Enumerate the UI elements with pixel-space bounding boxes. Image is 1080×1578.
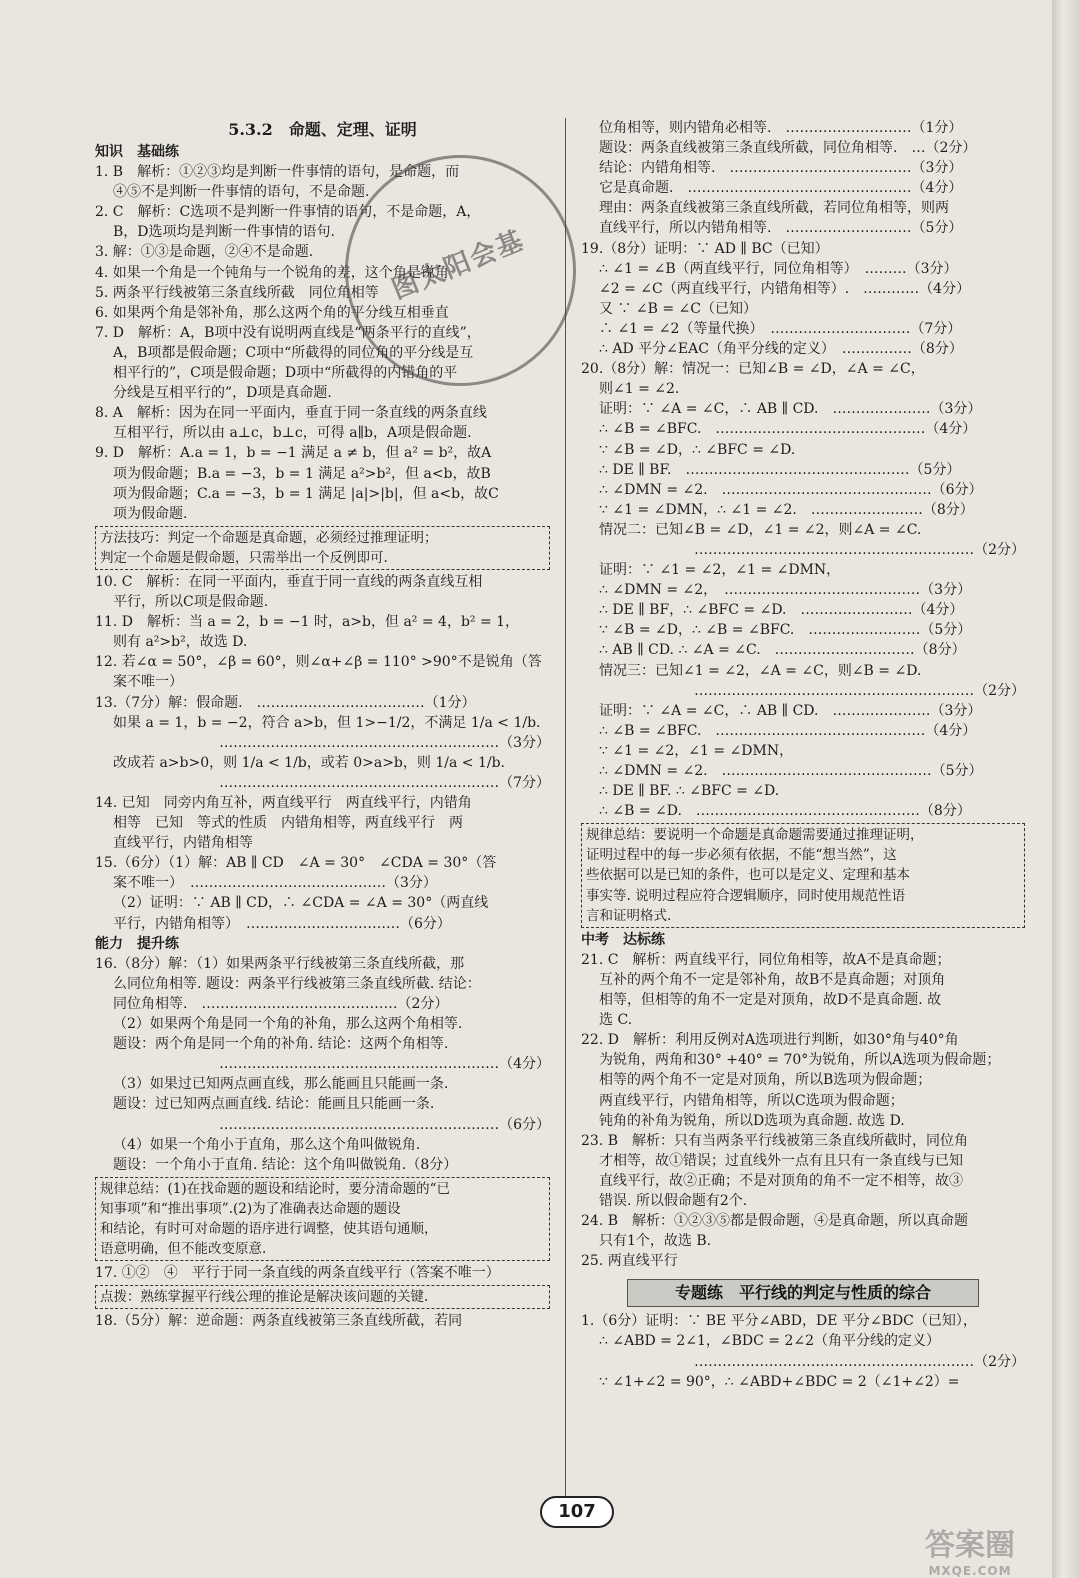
text-line: ……………………………………………………（2分） <box>694 541 1025 558</box>
text-line: 21. C 解析：两直线平行，同位角相等，故A不是真命题； <box>581 951 951 968</box>
text-line: 情况二：已知∠B = ∠D，∠1 = ∠2，则∠A = ∠C. <box>599 521 922 538</box>
text-line: 它是真命题. …………………………………………（4分） <box>599 180 963 197</box>
text-line: 1. B 解析：①②③均是判断一件事情的语句，是命题，而 <box>95 164 460 181</box>
page-edge <box>1052 0 1080 1578</box>
tip-line: 判定一个命题是假命题，只需举出一个反例即可. <box>100 549 388 566</box>
text-line: ∵ ∠B = ∠D，∴ ∠BFC = ∠D. <box>599 441 796 458</box>
text-line: 20.（8分）解：情况一：已知∠B = ∠D，∠A = ∠C， <box>581 361 925 378</box>
text-line: 题设：过已知两点画直线. 结论：能画且只能画一条. <box>113 1096 435 1113</box>
text-line: 9. D 解析：A.a = 1，b = −1 满足 a ≠ b，但 a² = b²，故A <box>95 445 492 462</box>
text-line: 么同位角相等. 题设：两条平行线被第三条直线所截. 结论： <box>113 975 481 992</box>
tip-line: 语意明确，但不能改变原意. <box>100 1241 267 1258</box>
text-line: 证明：∵ ∠A = ∠C，∴ AB ∥ CD. …………………（3分） <box>599 401 982 418</box>
text-line: （3）如果过已知两点画直线，那么能画且只能画一条. <box>113 1076 449 1093</box>
text-line: 钝角的补角为锐角，所以D选项为真命题. 故选 D. <box>599 1112 905 1129</box>
text-line: ∴ ∠DMN = ∠2. ………………………………………（5分） <box>599 763 983 779</box>
tip-line: 规律总结：要说明一个命题是真命题需要通过推理证明， <box>586 827 924 844</box>
text-line: 题设：两条直线被第三条直线所截，同位角相等. …（2分） <box>599 140 977 157</box>
text-line: 为锐角，两角和30° +40° = 70°为锐角，所以A选项为假命题； <box>599 1052 1001 1069</box>
text-line: ∴ DE ∥ BF. ∴ ∠BFC = ∠D. <box>599 783 780 800</box>
tip-line: 点拨：熟练掌握平行线公理的推论是解决该问题的关键. <box>100 1289 429 1306</box>
column-divider <box>565 118 566 1508</box>
text-line: ∴ ∠B = ∠BFC. ………………………………………（4分） <box>599 722 977 739</box>
text-line: ……………………………………………………（3分） <box>219 734 550 751</box>
text-line: 结论：内错角相等. …………………………………（3分） <box>599 160 963 177</box>
text-line: 4. 如果一个角是一个钝角与一个锐角的差，这个角是锐角 <box>95 264 449 281</box>
text-line: 5. 两条平行线被第三条直线所截 同位角相等 <box>95 284 379 301</box>
text-line: 项为假命题；B.a = −3，b = 1 满足 a²>b²，但 a<b，故B <box>113 465 491 482</box>
text-line: ④⑤不是判断一件事情的语句，不是命题. <box>113 184 370 201</box>
text-line: ……………………………………………………（2分） <box>694 1353 1025 1370</box>
text-line: 相平行的”，C项是假命题；D项中“所截得的内错角的平 <box>113 365 458 382</box>
text-line: 直线平行，内错角相等 <box>113 835 253 852</box>
tip-line: 些依据可以是已知的条件，也可以是定义、定理和基本 <box>586 867 910 884</box>
tip-line: 规律总结：(1)在找命题的题设和结论时，要分清命题的“已 <box>100 1180 451 1197</box>
text-line: ∴ ∠ABD = 2∠1，∠BDC = 2∠2（角平分线的定义） <box>599 1333 941 1350</box>
tip-line: 知事项”和“推出事项”.(2)为了准确表达命题的题设 <box>100 1200 401 1217</box>
text-line: （2）如果两个角是同一个角的补角，那么这两个角相等. <box>113 1016 463 1033</box>
text-line: 相等的两个角不一定是对顶角，所以B选项为假命题； <box>599 1072 932 1089</box>
text-line: 案不唯一） <box>113 674 183 691</box>
text-line: 16.（8分）解：（1）如果两条平行线被第三条直线所截，那 <box>95 955 465 972</box>
text-line: 情况三：已知∠1 = ∠2，∠A = ∠C，则∠B = ∠D. <box>599 662 922 679</box>
tip-box <box>95 1285 550 1309</box>
text-line: 只有1个，故选 B. <box>599 1233 712 1250</box>
section-title: 5.3.2 命题、定理、证明 <box>228 120 417 139</box>
text-line: 19.（8分）证明：∵ AD ∥ BC（已知） <box>581 240 829 257</box>
text-line: 相等，但相等的角不一定是对顶角，故D不是真命题. 故 <box>599 992 942 1009</box>
text-line: 15.（6分）（1）解：AB ∥ CD ∠A = 30° ∠CDA = 30°（答 <box>95 855 497 872</box>
text-line: ∴ DE ∥ BF，∴ ∠BFC = ∠D. ……………………（4分） <box>599 602 964 619</box>
text-line: 选 C. <box>599 1012 633 1029</box>
text-line: 23. B 解析：只有当两条平行线被第三条直线所截时，同位角 <box>581 1132 969 1149</box>
text-line: ∴ ∠B = ∠D. …………………………………………（8分） <box>599 803 971 820</box>
text-line: 同位角相等. ……………………………………（2分） <box>113 995 449 1012</box>
text-line: 10. C 解析：在同一平面内，垂直于同一直线的两条直线互相 <box>95 573 483 590</box>
text-line: 24. B 解析：①②③⑤都是假命题，④是真命题，所以真命题 <box>581 1213 969 1230</box>
text-line: ∵ ∠1 = ∠DMN，∴ ∠1 = ∠2. ……………………（8分） <box>599 501 974 518</box>
text-line: 位角相等，则内错角必相等. ………………………（1分） <box>599 120 963 136</box>
text-line: ∴ ∠1 = ∠2（等量代换） …………………………（7分） <box>599 320 962 337</box>
text-line: 分线是互相平行的”，D项是真命题. <box>113 385 332 402</box>
watermark-logo <box>880 1520 1060 1578</box>
text-line: ……………………………………………………（2分） <box>694 682 1025 699</box>
text-line: ∴ ∠DMN = ∠2. ………………………………………（6分） <box>599 481 983 498</box>
text-line: ∴ ∠B = ∠BFC. ………………………………………（4分） <box>599 421 977 438</box>
text-line: ∴ AD 平分∠EAC（角平分线的定义） ……………（8分） <box>599 341 963 358</box>
text-line: ∵ ∠B = ∠D，∴ ∠B = ∠BFC. ……………………（5分） <box>599 622 972 639</box>
text-line: 2. C 解析：C选项不是判断一件事情的语句，不是命题，A， <box>95 204 481 221</box>
section-heading: 中考 达标练 <box>581 931 665 948</box>
text-line: 证明：∵ ∠1 = ∠2，∠1 = ∠DMN， <box>599 562 841 579</box>
text-line: 则有 a²>b²，故选 D. <box>113 634 248 651</box>
text-line: 相等 已知 等式的性质 内错角相等，两直线平行 两 <box>113 815 463 832</box>
tip-line: 和结论，有时可对命题的语序进行调整，使其语句通顺， <box>100 1220 438 1237</box>
text-line: 案不唯一） ……………………………………（3分） <box>113 875 437 892</box>
text-line: B，D选项均是判断一件事情的语句. <box>113 224 335 241</box>
text-line: 又 ∵ ∠B = ∠C（已知） <box>599 300 757 317</box>
section-heading: 能力 提升练 <box>95 935 179 952</box>
text-line: ……………………………………………………（4分） <box>219 1056 550 1073</box>
text-line: ……………………………………………………（7分） <box>219 774 550 791</box>
text-line: 直线平行，故②正确；不是对顶角的角不一定不相等，故③ <box>599 1172 963 1189</box>
watermark-sub: MXQE.COM <box>928 1564 1012 1578</box>
text-line: ∵ ∠1+∠2 = 90°，∴ ∠ABD+∠BDC = 2（∠1+∠2）= <box>599 1373 960 1390</box>
text-line: A，B项都是假命题；C项中“所截得的同位角的平分线是互 <box>113 344 474 361</box>
tip-box <box>95 526 550 570</box>
text-line: 错误. 所以假命题有2个. <box>599 1192 748 1209</box>
text-line: ∴ AB ∥ CD. ∴ ∠A = ∠C. …………………………（8分） <box>599 642 966 659</box>
tip-line: 事实等. 说明过程应符合逻辑顺序，同时使用规范性语 <box>586 887 906 904</box>
text-line: 平行，所以C项是假命题. <box>113 594 269 611</box>
text-line: 7. D 解析：A，B项中没有说明两直线是“两条平行的直线”， <box>95 324 481 341</box>
text-line: 才相等，故①错误；过直线外一点有且只有一条直线与已知 <box>599 1152 963 1169</box>
text-line: 平行，内错角相等） ……………………………（6分） <box>113 915 451 932</box>
text-line: 互相平行，所以由 a⊥c，b⊥c，可得 a∥b，A项是假命题. <box>113 425 472 442</box>
text-line: （2）证明：∵ AB ∥ CD，∴ ∠CDA = ∠A = 30°（两直线 <box>113 895 489 912</box>
page-number: 107 <box>540 1496 614 1528</box>
watermark-main: 答案圈 <box>925 1528 1015 1563</box>
text-line: ∵ ∠1 = ∠2，∠1 = ∠DMN， <box>599 742 794 759</box>
text-line: ∴ ∠DMN = ∠2， ……………………………………（3分） <box>599 582 972 599</box>
tip-line: 言和证明格式. <box>586 907 672 924</box>
text-line: 13.（7分）解：假命题. ………………………………（1分） <box>95 694 476 711</box>
text-line: ∴ ∠1 = ∠B（两直线平行，同位角相等） ………（3分） <box>599 260 958 277</box>
text-line: 6. 如果两个角是邻补角，那么这两个角的平分线互相垂直 <box>95 304 449 321</box>
text-line: 12. 若∠α = 50°，∠β = 60°，则∠α+∠β = 110° >90°不是锐角（答 <box>95 654 542 671</box>
tip-box <box>581 823 1025 927</box>
text-line: ∠2 = ∠C（两直线平行，内错角相等）. …………（4分） <box>599 280 971 297</box>
text-line: 8. A 解析：因为在同一平面内，垂直于同一条直线的两条直线 <box>95 405 487 422</box>
text-line: 题设：两个角是同一个角的补角. 结论：这两个角相等. <box>113 1036 449 1053</box>
text-line: 题设：一个角小于直角. 结论：这个角叫做锐角.（8分） <box>113 1156 458 1173</box>
text-line: ……………………………………………………（6分） <box>219 1116 550 1133</box>
stamp-text: 图太阳会基 <box>387 225 529 306</box>
tip-line: 方法技巧：判定一个命题是真命题，必须经过推理证明； <box>100 529 438 546</box>
text-line: 改成若 a>b>0，则 1/a < 1/b，或若 0>a>b，则 1/a < 1/b. <box>113 754 505 771</box>
text-line: （4）如果一个角小于直角，那么这个角叫做锐角. <box>113 1136 421 1153</box>
text-line: 证明：∵ ∠A = ∠C，∴ AB ∥ CD. …………………（3分） <box>599 702 982 719</box>
text-line: 理由：两条直线被第三条直线所截，若同位角相等，则两 <box>599 200 949 217</box>
text-line: 25. 两直线平行 <box>581 1253 678 1270</box>
text-line: 22. D 解析：利用反例对A选项进行判断，如30°角与40°角 <box>581 1032 959 1049</box>
text-line: 17. ①② ④ 平行于同一条直线的两条直线平行（答案不唯一） <box>95 1265 500 1282</box>
text-line: 如果 a = 1，b = −2，符合 a>b，但 1>−1/2，不满足 1/a < 1/b. <box>113 714 541 731</box>
text-line: 1.（6分）证明：∵ BE 平分∠ABD，DE 平分∠BDC（已知）， <box>581 1313 977 1330</box>
text-line: 两直线平行，内错角相等，所以C选项为假命题； <box>599 1092 904 1109</box>
section-heading: 知识 基础练 <box>95 144 179 160</box>
right-column <box>581 118 1025 1518</box>
text-line: 18.（5分）解：逆命题：两条直线被第三条直线所截，若同 <box>95 1313 463 1330</box>
tip-line: 证明过程中的每一步必须有依据，不能“想当然”，这 <box>586 847 897 864</box>
text-line: ∴ DE ∥ BF. …………………………………………（5分） <box>599 461 961 478</box>
text-line: 直线平行，所以内错角相等. ………………………（5分） <box>599 220 963 237</box>
tip-box <box>95 1177 550 1261</box>
text-line: 11. D 解析：当 a = 2，b = −1 时，a>b，但 a² = 4，b² = 1， <box>95 614 520 631</box>
text-line: 项为假命题. <box>113 505 188 522</box>
text-line: 项为假命题；C.a = −3，b = 1 满足 |a|>|b|，但 a<b，故C <box>113 485 499 502</box>
text-line: 14. 已知 同旁内角互补，两直线平行 两直线平行，内错角 <box>95 795 472 811</box>
text-line: 互补的两个角不一定是邻补角，故B不是真命题；对顶角 <box>599 971 946 988</box>
section-banner: 专题练 平行线的判定与性质的综合 <box>627 1279 979 1307</box>
text-line: 3. 解：①③是命题，②④不是命题. <box>95 244 314 261</box>
text-line: 则∠1 = ∠2. <box>599 381 680 398</box>
